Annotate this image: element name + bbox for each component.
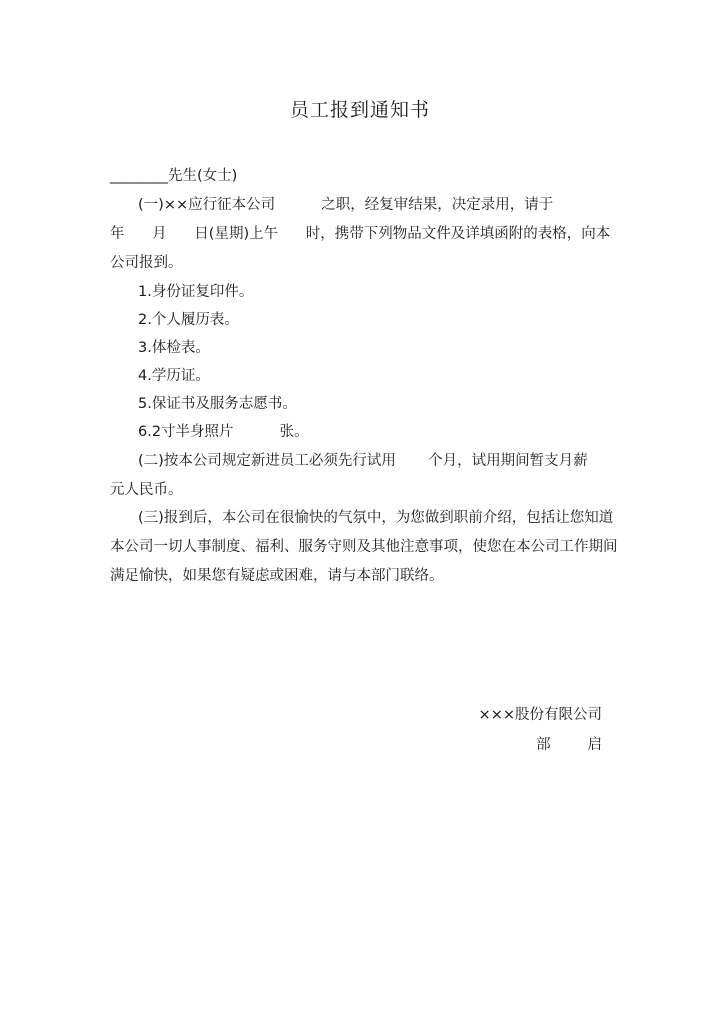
list-item: 3.体检表。 xyxy=(138,340,210,356)
paragraph-1-line-1: (一)××应行征本公司 之职，经复审结果，决定录用，请于 xyxy=(138,197,554,213)
paragraph-1-line-2: 年 月 日(星期)上午 时，携带下列物品文件及详填函附的表格，向本 xyxy=(110,226,611,242)
paragraph-2-line-2: 元人民币。 xyxy=(110,482,183,498)
list-item: 5.保证书及服务志愿书。 xyxy=(138,396,297,412)
signature-company: ×××股份有限公司 xyxy=(478,707,602,723)
list-item: 6.2寸半身照片 张。 xyxy=(138,424,309,440)
list-item: 2.个人履历表。 xyxy=(138,312,239,328)
paragraph-3-line-2: 本公司一切人事制度、福利、服务守则及其他注意事项，使您在本公司工作期间 xyxy=(110,539,618,555)
paragraph-3-line-1: (三)报到后，本公司在很愉快的气氛中，为您做到职前介绍，包括让您知道 xyxy=(138,510,614,526)
list-item: 4.学历证。 xyxy=(138,368,210,384)
document-title: 员工报到通知书 xyxy=(289,99,430,121)
paragraph-3-line-3: 满足愉快，如果您有疑虑或困难，请与本部门联络。 xyxy=(110,568,444,584)
paragraph-1-line-3: 公司报到。 xyxy=(110,255,183,271)
salutation: ________先生(女士) xyxy=(110,168,238,184)
signature-department: 部 启 xyxy=(536,737,602,753)
list-item: 1.身份证复印件。 xyxy=(138,284,254,300)
paragraph-2-line-1: (二)按本公司规定新进员工必须先行试用 个月，试用期间暂支月薪 xyxy=(138,453,588,469)
